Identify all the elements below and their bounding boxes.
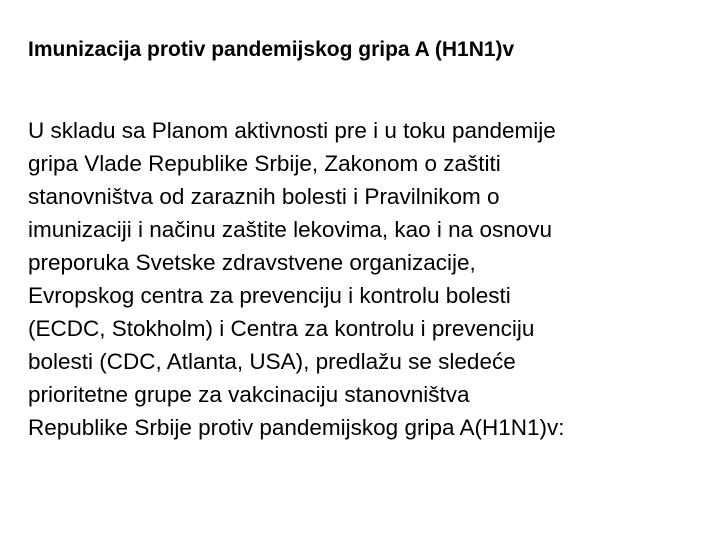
body-line: preporuka Svetske zdravstvene organizacije, [28,250,476,275]
body-line: gripa Vlade Republike Srbije, Zakonom o zaštiti [28,151,501,176]
body-line: Evropskog centra za prevenciju i kontrolu bolesti [28,283,511,308]
slide-body-paragraph [28,114,713,444]
slide-title: Imunizacija protiv pandemijskog gripa A (H1N1)v [28,38,515,61]
body-line: (ECDC, Stokholm) i Centra za kontrolu i prevenciju [28,316,535,341]
body-line: bolesti (CDC, Atlanta, USA), predlažu se sledeće [28,349,516,374]
body-line: prioritetne grupe za vakcinaciju stanovništva [28,382,470,407]
body-line: Republike Srbije protiv pandemijskog gripa A(H1N1)v: [28,415,565,440]
body-line: U skladu sa Planom aktivnosti pre i u toku pandemije [28,118,556,143]
body-line: stanovništva od zaraznih bolesti i Pravilnikom o [28,184,500,209]
body-line: imunizaciji i načinu zaštite lekovima, kao i na osnovu [28,217,553,242]
